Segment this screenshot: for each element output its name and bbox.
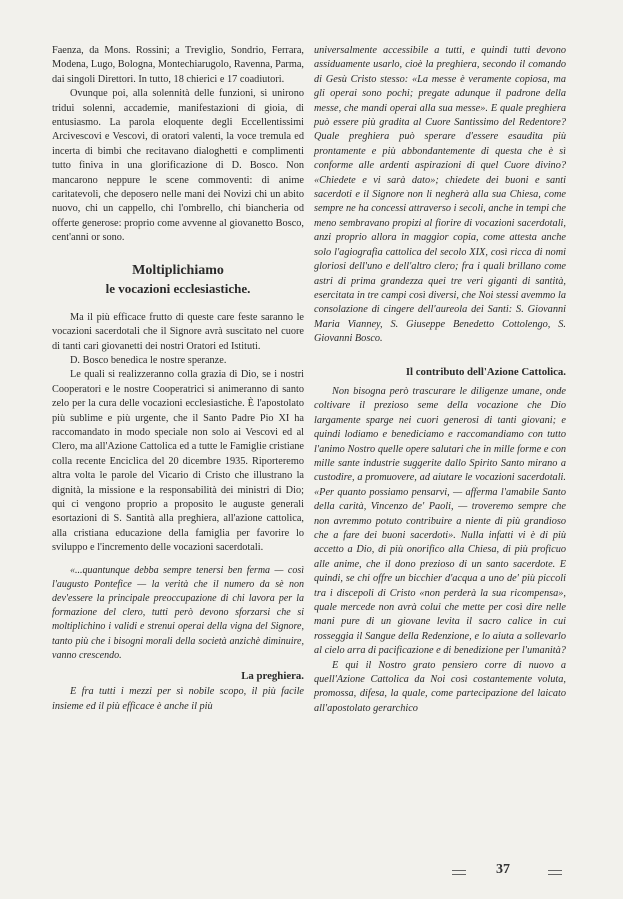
paragraph-5: Le quali si realizzeranno colla grazia di Dio, se i nostri Cooperatori e le nostre Cooperatrici si animeranno di santo zelo per la cura delle vocazioni ecclesiastiche. È l'apostolato più sublime e più urgente, che il Santo Padre Pio XI ha raccomandato in modo speciale non solo ai Vescovi ed al Clero, ma all'Azione Cattolica ed a tutte le Famiglie cristiane colla recente Enciclica del 20 dicembre 1935. Riporteremo altra volta le parole del Vicario di Cristo che illustrano la dignità, la missione e la responsabilità dei ministri di Dio; qui ci vengono proprio a proposito le auguste generali esortazioni di S. Santità alla preghiera, all'azione cattolica, alla cristiana educazione della famiglia per favorire lo sviluppo e l'incremento delle vocazioni sacerdotali.: [52, 369, 304, 554]
paragraph-9: E qui il Nostro grato pensiero corre di nuovo a quell'Azione Cattolica da Noi così costantemente voluta, promossa, difesa, la quale, come partecipazione del laicato all'apostolato gerarchico: [314, 659, 566, 714]
encyclical-quote: «...quantunque debba sempre tenersi ben ferma — così l'augusto Pontefice — la verità che il numero da sè non dev'essere la principale preoccupazione di chi lavora per la formazione del clero, tutti però devono sforzarsi che si moltiplichino i validi e strenui operai della vigna del Signore, tanto più che i bisogni morali della società anzichè diminuire, vanno crescendo.: [52, 564, 304, 661]
paragraph-1: Faenza, da Mons. Rossini; a Treviglio, Sondrio, Ferrara, Modena, Lugo, Bologna, Montechiarugolo, Ravenna, Parma, dai singoli Direttori. In tutto, 18 chierici e 17 coadiutori.: [52, 45, 304, 85]
page-number: 37: [496, 862, 510, 877]
section-heading-azione-cattolica: Il contributo dell'Azione Cattolica.: [405, 365, 566, 378]
section-heading-title: Moltiplichiamo: [132, 262, 224, 278]
paragraph-8: Non bisogna però trascurare le diligenze umane, onde coltivare il prezioso seme della vocazione che Dio largamente sparge nei cuori generosi di tanti giovani; e quindi lodiamo e benediciamo e raccomandiamo con tutto l'animo Nostro quelle opere salutari che in mille forme e con mille sante industrie suggerite dallo Spirito Santo mirano a custodire, a promuovere, ad aiutare le vocazioni sacerdotali. «Per quanto possiamo pensarvi, — afferma l'amabile Santo della carità, Vincenzo de' Paoli, — troveremo sempre che non avremmo potuto contribuire a niente di più grandioso che a fare dei buoni sacerdoti». Nulla infatti vi è di più accetto a Dio, di più onorifico alla Chiesa, di più proficuo alle anime, che il dono prezioso di un santo sacerdote. E quindi, se chi offre un bicchier d'acqua a uno de' più piccoli tra i discepoli di Cristo «non perderà la sua ricompensa», quale mercede non avrà colui che mette per così dire nelle mani pure di un giovane levita il sacro calice in cui rosseggia il Sangue della Redenzione, e lo aiuta a sollevarlo al cielo arra di pacificazione e di benedizione per l'umanità?: [314, 385, 566, 657]
section-heading-preghiera: La preghiera.: [241, 670, 304, 683]
paragraph-3: Ma il più efficace frutto di queste care feste saranno le vocazioni sacerdotali che il Signore avrà suscitato nel cuore di tanti cari giovanetti dei nostri Oratori ed Istituti.: [52, 311, 304, 352]
section-heading-subtitle: le vocazioni ecclesiastiche.: [105, 280, 251, 296]
left-column: [52, 44, 304, 714]
paragraph-7: universalmente accessibile a tutti, e quindi tutti devono assiduamente usarlo, cioè la preghiera, secondo il comando di Gesù Cristo stesso: «La messe è veramente copiosa, ma gli operai sono pochi; pregate adunque il padrone della messe, che mandi operai alla sua messe». E quale preghiera può essere più gradita al Cuore Santissimo del Redentore? Quale preghiera può sperare d'essere esaudita più prontamente e più abbondantemente di questa che è sì conforme alle ardenti aspirazioni di quel Cuore divino? «Chiedete e vi sarà dato»; chiedete dei buoni e santi sacerdoti e il Signore non li negherà alla sua Chiesa, come sempre ne ha concessi attraverso i secoli, anche in tempi che meno sembravano propizi al fiorire di vocazioni sacerdotali, anzi proprio allora in maggior copia, come attesta anche solo l'agiografia cattolica del secolo XIX, così ricca di nomi gloriosi dell'uno e dell'altro clero; fra i quali brillano come astri di prima grandezza quei tre veri giganti di santità, esercitata in tre campi così diversi, che Noi stessi avemmo la consolazione di cingere dell'aureola dei Santi: S. Giovanni Maria Vianney, S. Giuseppe Benedetto Cottolengo, S. Giovanni Bosco.: [314, 45, 566, 345]
paragraph-6: E fra tutti i mezzi per sì nobile scopo, il più facile insieme ed il più efficace è anche il più: [52, 686, 304, 712]
paragraph-2: Ovunque poi, alla solennità delle funzioni, si unirono tridui solenni, accademie, manifestazioni di gioia, di entusiasmo. La parola eloquente degli Eccellentissimi Arcivescovi e Vescovi, di oratori valenti, la voce tremula ed incerta di bimbi che recitavano dialoghetti e complimenti tutto finiva in una glorificazione di D. Bosco. Non mancarono neppure le scene commoventi: di anime caritatevoli, che deposero nelle mani dei Novizi chi un abito nuovo, chi un cappello, chi l'ombrello, chi biancheria od offerte generose: proprio come avvenne al giovanetto Bosco, cent'anni or sono.: [52, 88, 304, 244]
ornament-dash-right: [548, 870, 562, 871]
ornament-dash-left: [452, 870, 466, 871]
right-column: [314, 44, 566, 716]
page-number-block: [452, 860, 592, 884]
paragraph-4: D. Bosco benedica le nostre speranze.: [70, 354, 227, 366]
